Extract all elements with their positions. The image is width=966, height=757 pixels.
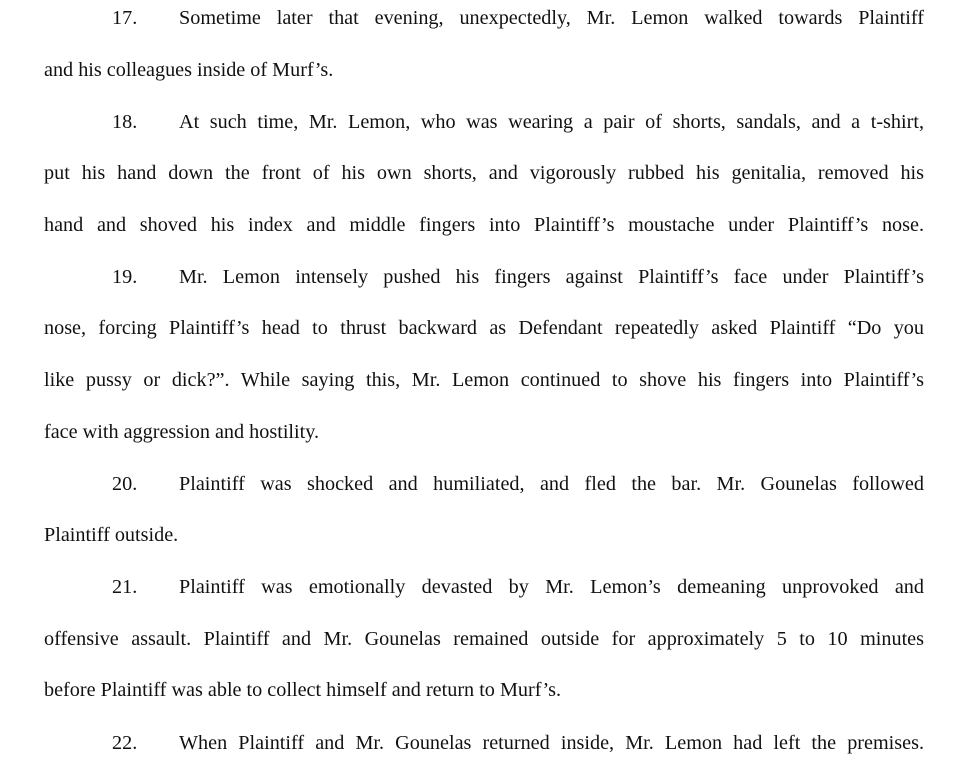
paragraph-22-line-1: [112, 730, 924, 756]
paragraph-text: When Plaintiff and Mr. Gounelas returned inside, Mr. Lemon had left the premises.: [179, 732, 924, 754]
paragraph-21-line-3: before Plaintiff was able to collect himself and return to Murf’s.: [44, 679, 562, 701]
paragraph-18-line-2: put his hand down the front of his own shorts, and vigorously rubbed his genitalia, removed his: [44, 162, 924, 184]
paragraph-17-line-1: [112, 5, 924, 31]
paragraph-20-line-1: [112, 471, 924, 497]
paragraph-21-line-2: offensive assault. Plaintiff and Mr. Gounelas remained outside for approximately 5 to 10 minutes: [44, 628, 924, 650]
paragraph-text: At such time, Mr. Lemon, who was wearing a pair of shorts, sandals, and a t-shirt,: [179, 111, 924, 133]
paragraph-18-line-1: [112, 109, 924, 135]
paragraph-text: Plaintiff was shocked and humiliated, and fled the bar. Mr. Gounelas followed: [179, 473, 924, 495]
paragraph-number: 22.: [112, 732, 138, 754]
paragraph-text: Sometime later that evening, unexpectedly, Mr. Lemon walked towards Plaintiff: [179, 7, 924, 29]
paragraph-19-line-3: like pussy or dick?”. While saying this, Mr. Lemon continued to shove his fingers into Plaintiff’s: [44, 369, 924, 391]
paragraph-19-line-1: [112, 264, 924, 290]
paragraph-text: Plaintiff was emotionally devasted by Mr. Lemon’s demeaning unprovoked and: [179, 576, 924, 598]
paragraph-20-line-2: Plaintiff outside.: [44, 524, 179, 546]
paragraph-number: 19.: [112, 266, 138, 288]
paragraph-number: 17.: [112, 7, 138, 29]
paragraph-number: 20.: [112, 473, 138, 495]
paragraph-number: 18.: [112, 111, 138, 133]
paragraph-number: 21.: [112, 576, 138, 598]
paragraph-21-line-1: [112, 574, 924, 600]
paragraph-18-line-3: hand and shoved his index and middle fingers into Plaintiff’s moustache under Plaintiff’s nose.: [44, 214, 924, 236]
paragraph-text: Mr. Lemon intensely pushed his fingers against Plaintiff’s face under Plaintiff’s: [179, 266, 924, 288]
paragraph-19-line-2: nose, forcing Plaintiff’s head to thrust backward as Defendant repeatedly asked Plaintiff “Do you: [44, 317, 924, 339]
paragraph-17-line-2: and his colleagues inside of Murf’s.: [44, 59, 334, 81]
paragraph-19-line-4: face with aggression and hostility.: [44, 421, 320, 443]
